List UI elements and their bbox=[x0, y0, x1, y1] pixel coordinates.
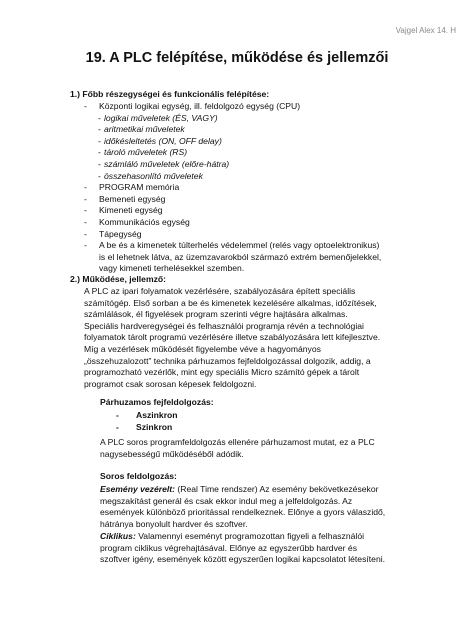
list-item-text: Kimeneti egység bbox=[99, 205, 163, 216]
paragraph-text: (Real Time rendszer) Az esemény bekövetkezésekor bbox=[175, 484, 379, 494]
list-item-text: vagy kimeneti terhelésekkel szemben. bbox=[99, 263, 245, 274]
list-item-continuation bbox=[84, 252, 444, 264]
sublist-item-text: tároló műveletek (RS) bbox=[104, 147, 188, 158]
paragraph-line: hátránya bonyolult hardver és szoftver. bbox=[100, 518, 248, 529]
list-item-text: Aszinkron bbox=[136, 410, 178, 420]
sublist-item bbox=[84, 171, 444, 183]
sublist-marker: - bbox=[98, 124, 101, 135]
list-marker: - bbox=[84, 216, 87, 227]
event-driven-label: Esemény vezérelt: bbox=[100, 484, 175, 494]
operation-paragraph bbox=[84, 286, 380, 390]
paragraph-line: programozható vezérlők, mint egy speciális Micro számító gépek a tárolt bbox=[84, 367, 360, 378]
list-marker: - bbox=[84, 228, 87, 239]
paragraph-line: programot csak sorosan képesek feldolgozni. bbox=[84, 378, 257, 389]
paragraph-line bbox=[100, 484, 385, 496]
serial-note bbox=[100, 437, 375, 460]
sublist-marker: - bbox=[98, 158, 101, 169]
sublist-marker: - bbox=[98, 147, 101, 158]
page-title: 19. A PLC felépítése, működése és jellemzői bbox=[85, 50, 389, 66]
cyclic-paragraph bbox=[100, 531, 385, 566]
list-marker: - bbox=[116, 410, 119, 420]
paragraph-line: A PLC soros programfeldolgozás ellenére párhuzamost mutat, ez a PLC bbox=[100, 437, 375, 447]
list-item-text: Tápegység bbox=[99, 228, 142, 239]
section1-heading: 1.) Főbb részegységei és funkcionális felépítése: bbox=[70, 89, 270, 99]
list-item-text: Központi logikai egység, ill. feldolgozó egység (CPU) bbox=[99, 101, 301, 111]
author-label: Vajgel Alex 14. H bbox=[395, 26, 456, 35]
list-item-text: PROGRAM memória bbox=[99, 182, 180, 193]
paragraph-line: események különböző prioritással rendelkeznek. Előnye a gyors válaszidő, bbox=[100, 507, 386, 518]
list-marker: - bbox=[84, 182, 87, 193]
list-item bbox=[84, 194, 444, 206]
sublist-marker: - bbox=[98, 170, 101, 181]
list-item-text: is el lehetnek látva, az üzemzavarokból származó extrém bemenőjelekkel, bbox=[99, 251, 382, 262]
paragraph-line: nagysebességű működéséből adódik. bbox=[100, 448, 244, 459]
list-item-text: Kommunikációs egység bbox=[99, 216, 190, 227]
paragraph-line: „összehuzalozott” technika párhuzamos fejfeldolgozással dolgozik, addig, a bbox=[84, 355, 371, 366]
list-item bbox=[84, 240, 444, 252]
paragraph-text: Valamennyi eseményt programozottan figyeli a felhasználói bbox=[135, 531, 365, 541]
sublist-item bbox=[84, 136, 444, 148]
list-marker: - bbox=[84, 101, 87, 111]
sublist-item-text: összehasonlító műveletek bbox=[104, 170, 203, 181]
paragraph-line: Speciális hardveregységei és felhasználói programja révén a technológiai bbox=[84, 320, 364, 331]
component-list bbox=[84, 101, 444, 275]
list-item bbox=[84, 182, 444, 194]
paragraph-line: A PLC az ipari folyamatok vezérlésére, szabályozására épített speciális bbox=[84, 286, 356, 296]
paragraph-line: szoftver igény, események között egyszerűen logikai kapcsolatot létesíteni. bbox=[100, 554, 386, 565]
list-item bbox=[84, 217, 444, 229]
list-marker: - bbox=[116, 422, 119, 432]
parallel-heading: Párhuzamos fejfeldolgozás: bbox=[100, 397, 214, 407]
cpu-operations-list bbox=[84, 113, 444, 183]
paragraph-line: megszakítást generál és csak ekkor indul meg a jelfeldolgozás. Az bbox=[100, 495, 353, 506]
list-marker: - bbox=[84, 205, 87, 216]
paragraph-line: számlálások, él figyelések program szerinti végre hajtására alkalmas. bbox=[84, 309, 348, 320]
paragraph-line bbox=[100, 531, 385, 543]
section2-heading: 2.) Működése, jellemző: bbox=[70, 274, 166, 284]
sublist-marker: - bbox=[98, 112, 101, 123]
sublist-item-text: számláló műveletek (előre-hátra) bbox=[104, 158, 230, 169]
serial-heading: Soros feldolgozás: bbox=[100, 471, 177, 481]
sublist-item-text: időkésleltetés (ON, OFF delay) bbox=[104, 135, 222, 146]
paragraph-line: folyamatok tárolt programú vezérlésére illetve szabályozására lett kifejlesztve. bbox=[84, 332, 381, 343]
paragraph-line: program ciklikus végrehajtásával. Előnye az egyszerűbb hardver és bbox=[100, 542, 357, 553]
paragraph-line: Míg a vezérlések működését figyelembe véve a hagyományos bbox=[84, 343, 321, 354]
list-item-text: Bemeneti egység bbox=[99, 193, 166, 204]
sublist-item bbox=[84, 113, 444, 125]
list-marker: - bbox=[84, 193, 87, 204]
list-marker: - bbox=[84, 240, 87, 251]
event-driven-paragraph bbox=[100, 484, 385, 530]
sublist-item bbox=[84, 147, 444, 159]
list-item bbox=[84, 101, 444, 113]
list-item bbox=[84, 205, 444, 217]
list-item-text: Szinkron bbox=[136, 422, 173, 432]
sublist-item bbox=[84, 124, 444, 136]
sublist-item-text: aritmetikai műveletek bbox=[104, 124, 185, 135]
cyclic-label: Ciklikus: bbox=[100, 531, 136, 541]
sublist-item bbox=[84, 159, 444, 171]
list-item-text: A be és a kimenetek túlterhelés védelemmel (relés vagy optoelektronikus) bbox=[99, 240, 380, 251]
list-item bbox=[84, 229, 444, 241]
sublist-marker: - bbox=[98, 135, 101, 146]
paragraph-line: számítógép. Első sorban a be és kimenetek kezelésére alkalmas, időzítések, bbox=[84, 297, 377, 308]
sublist-item-text: logikai műveletek (ÉS, VAGY) bbox=[104, 112, 218, 123]
